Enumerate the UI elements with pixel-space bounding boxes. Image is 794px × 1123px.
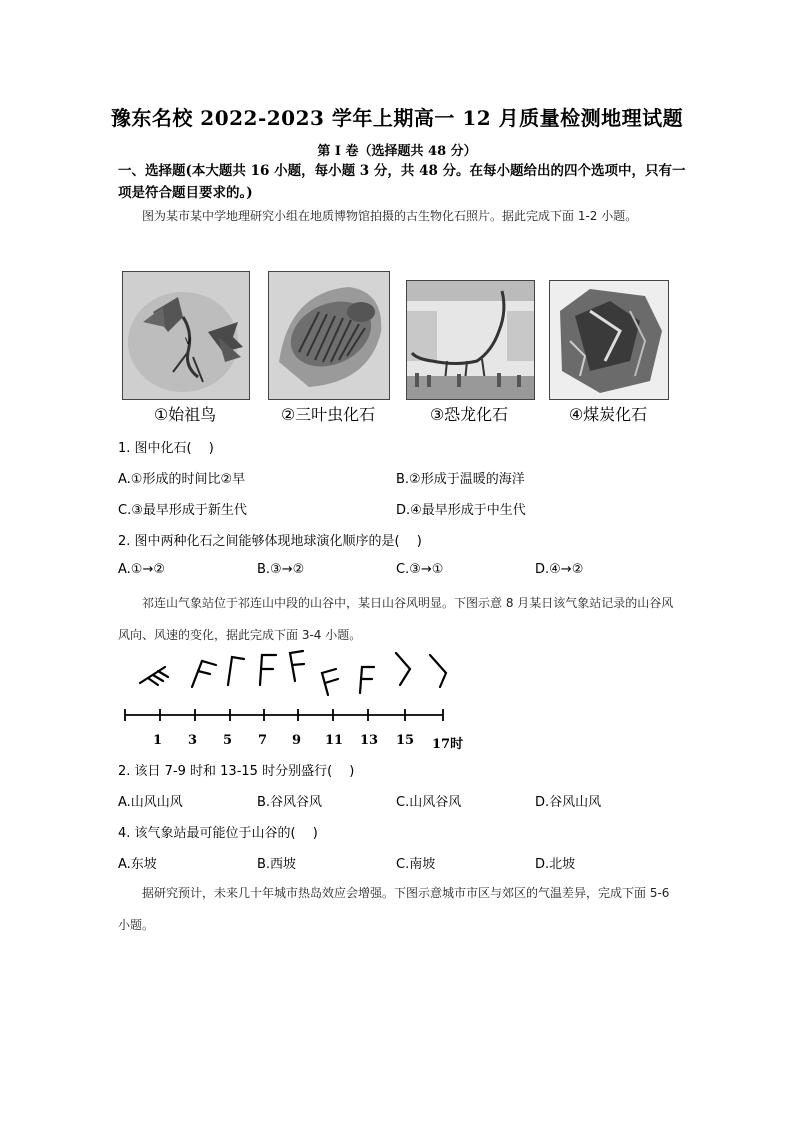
wind-barb-7 (360, 667, 374, 693)
tick-label-5: 5 (223, 733, 233, 748)
dinosaur-photo (406, 280, 535, 400)
intro-paragraph-3: 据研究预计，未来几十年城市热岛效应会增强。下图示意城市市区与郊区的气温差异，完成下面 5-6 小题。 (118, 886, 670, 932)
q4-option-c[interactable]: C.南坡 (396, 857, 436, 872)
dinosaur-skeleton-image (407, 281, 534, 399)
q1-option-a[interactable]: A.①形成的时间比②早 (118, 472, 246, 487)
tick-label-13: 13 (360, 733, 379, 748)
wind-barb-1 (140, 667, 168, 685)
part-subtitle: 第 I 卷（选择题共 48 分） (317, 144, 477, 159)
question-3-stem: 2. 该日 7-9 时和 13-15 时分别盛行( ) (118, 764, 355, 779)
q3-option-d[interactable]: D.谷风山风 (535, 795, 602, 810)
wind-barb-chart (110, 645, 470, 755)
q2-option-c[interactable]: C.③→① (396, 562, 444, 577)
tick-label-15: 15 (396, 733, 415, 748)
tick-label-17: 17时 (432, 737, 464, 752)
q4-option-a[interactable]: A.东坡 (118, 857, 157, 872)
wind-barb-8 (396, 653, 410, 685)
caption-archaeopteryx: ①始祖鸟 (153, 405, 217, 424)
wind-barb-3 (228, 657, 244, 685)
caption-dinosaur: ③恐龙化石 (429, 405, 509, 424)
q2-option-b[interactable]: B.③→② (257, 562, 305, 577)
q2-option-d[interactable]: D.④→② (535, 562, 584, 577)
coal-photo (549, 280, 669, 400)
tick-label-1: 1 (153, 733, 163, 748)
wind-barb-9 (430, 655, 446, 687)
question-4-stem: 4. 该气象站最可能位于山谷的( ) (118, 826, 318, 841)
trilobite-photo (268, 271, 390, 400)
q4-option-d[interactable]: D.北坡 (535, 857, 576, 872)
wind-barb-2 (192, 661, 216, 687)
caption-coal: ④煤炭化石 (568, 405, 648, 424)
intro-paragraph-2: 祁连山气象站位于祁连山中段的山谷中，某日山谷风明显。下图示意 8 月某日该气象站记录的山谷风风向、风速的变化，据此完成下面 3-4 小题。 (118, 596, 674, 642)
q1-option-c[interactable]: C.③最早形成于新生代 (118, 503, 247, 518)
fossil-label-v: V (185, 337, 192, 347)
wind-barb-4 (260, 655, 276, 685)
tick-label-3: 3 (188, 733, 198, 748)
wind-barb-5 (290, 651, 304, 681)
tick-label-7: 7 (258, 733, 268, 748)
section-instructions: 一、选择题(本大题共 16 小题，每小题 3 分，共 48 分。在每小题给出的四个选项中，只有一项是符合题目要求的。) (118, 163, 686, 201)
q3-option-c[interactable]: C.山风谷风 (396, 795, 462, 810)
coal-fossil-image (550, 281, 668, 399)
q1-option-b[interactable]: B.②形成于温暖的海洋 (396, 472, 525, 487)
q4-option-b[interactable]: B.西坡 (257, 857, 297, 872)
archaeopteryx-fossil-image (123, 272, 249, 399)
q1-option-d[interactable]: D.④最早形成于中生代 (396, 503, 526, 518)
caption-trilobite: ②三叶虫化石 (280, 405, 376, 424)
question-2-stem: 2. 图中两种化石之间能够体现地球演化顺序的是( ) (118, 534, 422, 549)
tick-label-11: 11 (325, 733, 344, 748)
question-1-stem: 1. 图中化石( ) (118, 441, 214, 456)
archaeopteryx-photo (122, 271, 250, 400)
wind-barb-6 (322, 669, 338, 695)
tick-label-9: 9 (292, 733, 302, 748)
q2-option-a[interactable]: A.①→② (118, 562, 165, 577)
intro-paragraph-1: 图为某市某中学地理研究小组在地质博物馆拍摄的古生物化石照片。据此完成下面 1-2 小题。 (142, 209, 638, 223)
q3-option-b[interactable]: B.谷风谷风 (257, 795, 323, 810)
q3-option-a[interactable]: A.山风山风 (118, 795, 183, 810)
trilobite-fossil-image (269, 272, 389, 399)
exam-title: 豫东名校 2022-2023 学年上期高一 12 月质量检测地理试题 (110, 106, 684, 130)
